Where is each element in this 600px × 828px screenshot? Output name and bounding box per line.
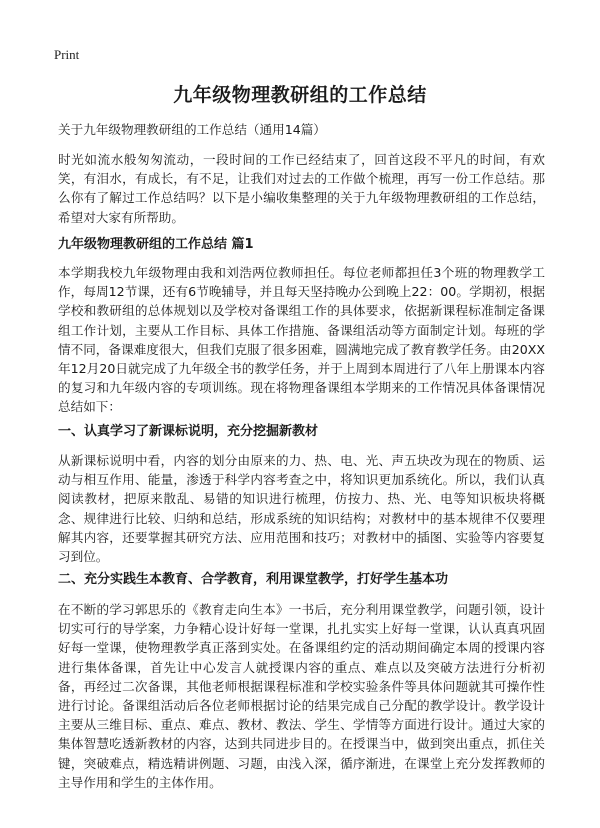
section-1-heading: 一、认真学习了新课标说明，充分挖掘新教材 (58, 424, 319, 439)
part-heading: 九年级物理教研组的工作总结 篇1 (58, 237, 254, 252)
section-1-body: 从新课标说明中看，内容的划分由原来的力、热、电、光、声五块改为现在的物质、运动与相互作用、能量，渗透于科学内容考查之中，将知识更加系统化。所以，我们认真阅读教材，把原来散乱、易错的知识进行梳理，仿按力、热、光、电等知识板块将概念、规律进行比较、归纳和总结，形成系统的知识结构；对教材中的基本规律不仅要理解其内容，还要掌握其研究方法、应用范围和技巧；对教材中的插图、实验等内容要复习到位。 (58, 453, 545, 565)
section-2-heading: 二、充分实践生本教育、合学教育，利用课堂教学，打好学生基本功 (58, 572, 449, 587)
page-title: 九年级物理教研组的工作总结 (173, 84, 427, 106)
section-2-body: 在不断的学习郭思乐的《教育走向生本》一书后，充分利用课堂教学，问题引领，设计切实可行的导学案，力争精心设计好每一堂课，扎扎实实上好每一堂课，认认真真巩固好每一堂课，使物理教学真正落到实处。在备课组约定的活动期间确定本周的授课内容进行集体备课，首先让中心发言人就授课内容的重点、难点以及突破方法进行分析初备，再经过二次备课，其他老师根据课程标准和学校实验条件等具体问题就其可操作性进行讨论。备课组活动后各位老师根据讨论的结果完成自己分配的教学设计。教学设计主要从三维目标、重点、难点、教材、教法、学生、学情等方面进行设计。通过大家的集体智慧吃透新教材的内容，达到共同进步目的。在授课当中，做到突出重点，抓住关键，突破难点，精选精讲例题、习题，由浅入深，循序渐进，在课堂上充分发挥教师的主导作用和学生的主体作用。 (58, 602, 545, 790)
print-link[interactable]: Print (54, 47, 80, 62)
intro-paragraph: 时光如流水般匆匆流动，一段时间的工作已经结束了，回首这段不平凡的时间，有欢笑，有泪水，有成长，有不足，让我们对过去的工作做个梳理，再写一份工作总结。那么你有了解过工作总结吗？以下是小编收集整理的关于九年级物理教研组的工作总结，希望对大家有所帮助。 (58, 152, 545, 225)
part-intro-paragraph: 本学期我校九年级物理由我和刘浩两位教师担任。每位老师都担任3个班的物理教学工作，每周12节课，还有6节晚辅导，并且每天坚持晚办公到晚上22：00。学期初，根据学校和教研组的总体规划以及学校对备课组工作的具体要求，依据新课程标准制定备课组工作计划，主要从工作目标、具体工作措施、备课组活动等方面制定计划。每班的学情不同，备课难度很大，但我们克服了很多困难，圆满地完成了教育教学任务。由20XX年12月20日就完成了九年级全书的教学任务，并于上周到本周进行了八年上册课本内容的复习和九年级内容的专项训练。现在将物理备课组本学期来的工作情况具体备课情况总结如下： (58, 265, 545, 415)
document-subtitle: 关于九年级物理教研组的工作总结（通用14篇） (58, 122, 326, 137)
